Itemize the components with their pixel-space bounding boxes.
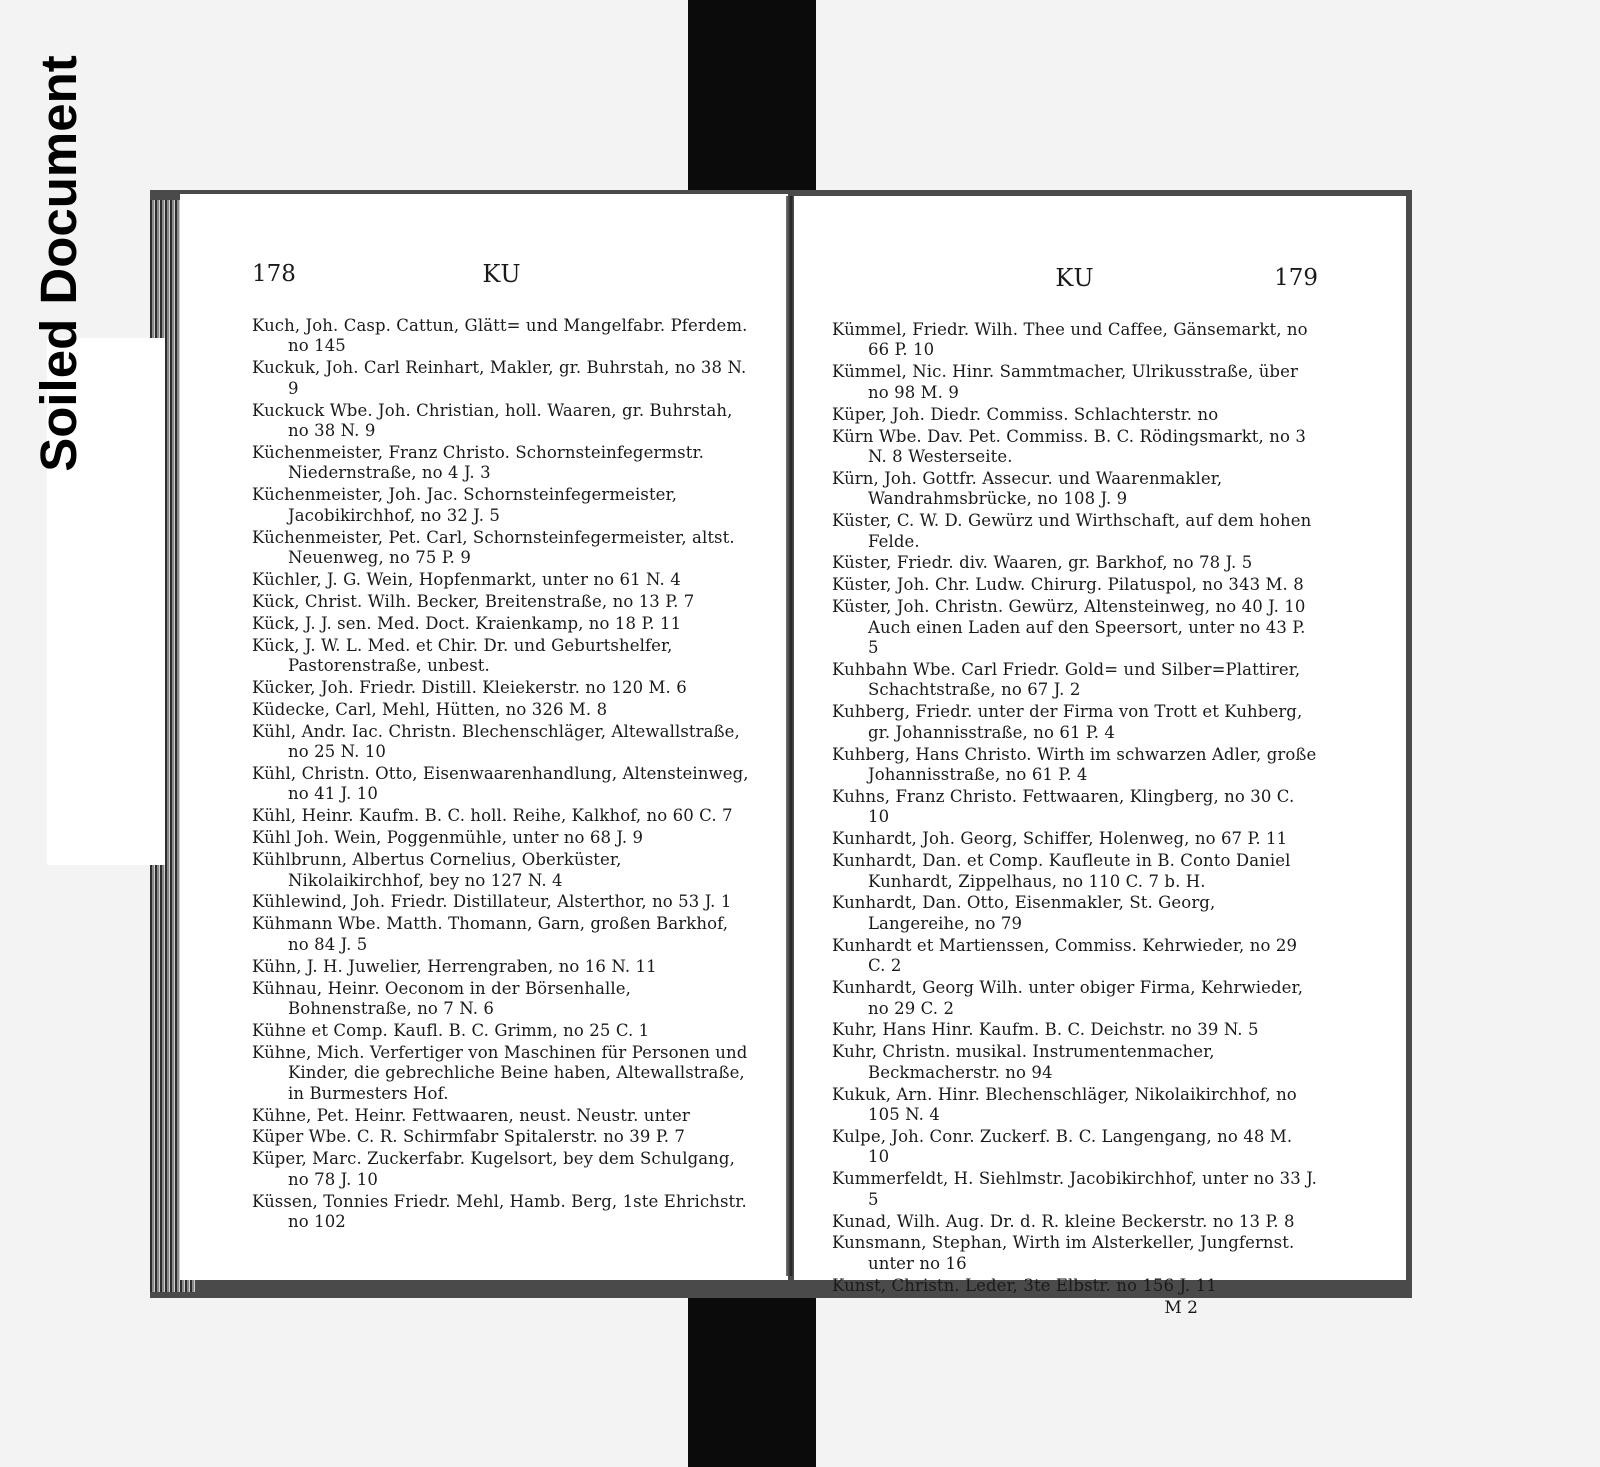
directory-entry: Kühne, Pet. Heinr. Fettwaaren, neust. Neustr. unter <box>252 1105 690 1125</box>
right-page <box>794 196 1406 1318</box>
directory-entry: Kühl Joh. Wein, Poggenmühle, unter no 68 J. 9 <box>252 828 644 848</box>
directory-entry: Küdecke, Carl, Mehl, Hütten, no 326 M. 8 <box>252 699 608 719</box>
left-page-header <box>252 260 752 316</box>
directory-entry: Küster, Friedr. div. Waaren, gr. Barkhof, no 78 J. 5 <box>832 553 1253 573</box>
directory-entry: Kuhberg, Hans Christo. Wirth im schwarzen Adler, große Johannisstraße, no 61 P. 4 <box>832 744 1317 785</box>
directory-entry: Kuckuck Wbe. Joh. Christian, holl. Waaren, gr. Buhrstah, no 38 N. 9 <box>252 400 733 441</box>
stamp-label: Soiled Document <box>30 55 87 472</box>
directory-entry: Küster, Joh. Chr. Ludw. Chirurg. Pilatuspol, no 343 M. 8 <box>832 575 1304 595</box>
directory-entry: Kühl, Andr. Iac. Christn. Blechenschläger, Altewallstraße, no 25 N. 10 <box>252 721 740 762</box>
right-page-header <box>832 264 1318 320</box>
directory-entry: Küster, Joh. Christn. Gewürz, Altensteinweg, no 40 J. 10 Auch einen Laden auf den Speersort, unter no 43 P. 5 <box>832 597 1306 658</box>
directory-entry: Küchenmeister, Franz Christo. Schornsteinfegermstr. Niedernstraße, no 4 J. 3 <box>252 442 704 483</box>
signature-mark: M 2 <box>1164 1297 1198 1318</box>
directory-list <box>252 316 752 1232</box>
directory-entry: Kunhardt, Georg Wilh. unter obiger Firma, Kehrwieder, no 29 C. 2 <box>832 978 1304 1018</box>
directory-entry: Kühl, Heinr. Kaufm. B. C. holl. Reihe, Kalkhof, no 60 C. 7 <box>252 806 733 826</box>
directory-entry: Küper Wbe. C. R. Schirmfabr Spitalerstr. no 39 P. 7 <box>252 1127 685 1147</box>
directory-entry: Kürn, Joh. Gottfr. Assecur. und Waarenmakler, Wandrahmsbrücke, no 108 J. 9 <box>832 468 1223 509</box>
directory-entry: Kühn, J. H. Juwelier, Herrengraben, no 16 N. 11 <box>252 956 657 976</box>
directory-entry: Kuch, Joh. Casp. Cattun, Glätt= und Mangelfabr. Pferdem. no 145 <box>252 316 748 356</box>
directory-entry: Küchler, J. G. Wein, Hopfenmarkt, unter no 61 N. 4 <box>252 569 681 589</box>
directory-entry: Kück, J. J. sen. Med. Doct. Kraienkamp, no 18 P. 11 <box>252 613 682 633</box>
directory-entry: Kühmann Wbe. Matth. Thomann, Garn, großen Barkhof, no 84 J. 5 <box>252 914 729 954</box>
directory-entry: Kümmel, Nic. Hinr. Sammtmacher, Ulrikusstraße, über no 98 M. 9 <box>832 362 1298 402</box>
directory-entry: Kürn Wbe. Dav. Pet. Commiss. B. C. Rödingsmarkt, no 3 N. 8 Westerseite. <box>832 426 1306 466</box>
directory-entry: Kuckuk, Joh. Carl Reinhart, Makler, gr. Buhrstah, no 38 N. 9 <box>252 358 747 398</box>
directory-entry: Kunst, Christn. Leder, 3te Elbstr. no 156 J. 11 <box>832 1275 1217 1295</box>
directory-entry: Kunhardt, Joh. Georg, Schiffer, Holenweg, no 67 P. 11 <box>832 829 1288 849</box>
directory-entry: Kuhns, Franz Christo. Fettwaaren, Klingberg, no 30 C. 10 <box>832 786 1295 827</box>
directory-entry: Kulpe, Joh. Conr. Zuckerf. B. C. Langengang, no 48 M. 10 <box>832 1126 1293 1167</box>
section-heading: KU <box>1055 264 1095 292</box>
left-page <box>180 194 788 1280</box>
directory-entry: Kunhardt, Dan. Otto, Eisenmakler, St. Georg, Langereihe, no 79 <box>832 893 1216 933</box>
directory-entry: Kühlewind, Joh. Friedr. Distillateur, Alsterthor, no 53 J. 1 <box>252 892 732 912</box>
directory-entry: Küper, Joh. Diedr. Commiss. Schlachterstr. no <box>832 404 1219 424</box>
page-number: 178 <box>252 261 296 287</box>
directory-entry: Kunad, Wilh. Aug. Dr. d. R. kleine Beckerstr. no 13 P. 8 <box>832 1211 1295 1231</box>
directory-entry: Kümmel, Friedr. Wilh. Thee und Caffee, Gänsemarkt, no 66 P. 10 <box>832 320 1308 360</box>
section-heading: KU <box>482 260 522 288</box>
directory-entry: Küchenmeister, Joh. Jac. Schornsteinfegermeister, Jacobikirchhof, no 32 J. 5 <box>252 485 678 525</box>
directory-entry: Kunsmann, Stephan, Wirth im Alsterkeller, Jungfernst. unter no 16 <box>832 1233 1295 1273</box>
directory-entry: Kühl, Christn. Otto, Eisenwaarenhandlung, Altensteinweg, no 41 J. 10 <box>252 764 749 804</box>
directory-entry: Kuhr, Christn. musikal. Instrumentenmacher, Beckmacherstr. no 94 <box>832 1042 1215 1082</box>
directory-entry: Küchenmeister, Pet. Carl, Schornsteinfegermeister, altst. Neuenweg, no 75 P. 9 <box>252 527 735 567</box>
directory-entry: Kühne, Mich. Verfertiger von Maschinen für Personen und Kinder, die gebrechliche Beine haben, Altewallstraße, in Burmesters Hof. <box>252 1042 748 1103</box>
directory-entry: Küper, Marc. Zuckerfabr. Kugelsort, bey dem Schulgang, no 78 J. 10 <box>252 1149 735 1189</box>
directory-entry: Kummerfeldt, H. Siehlmstr. Jacobikirchhof, unter no 33 J. 5 <box>832 1169 1317 1209</box>
directory-entry: Kück, Christ. Wilh. Becker, Breitenstraße, no 13 P. 7 <box>252 591 695 611</box>
directory-entry: Kuhberg, Friedr. unter der Firma von Trott et Kuhberg, gr. Johannisstraße, no 61 P. 4 <box>832 702 1303 742</box>
directory-entry: Kukuk, Arn. Hinr. Blechenschläger, Nikolaikirchhof, no 105 N. 4 <box>832 1084 1297 1125</box>
directory-entry: Kücker, Joh. Friedr. Distill. Kleiekerstr. no 120 M. 6 <box>252 677 687 697</box>
directory-entry: Kunhardt, Dan. et Comp. Kaufleute in B. Conto Daniel Kunhardt, Zippelhaus, no 110 C. 7 b. H. <box>832 851 1291 891</box>
directory-entry: Kuhr, Hans Hinr. Kaufm. B. C. Deichstr. no 39 N. 5 <box>832 1020 1259 1040</box>
directory-entry: Kühlbrunn, Albertus Cornelius, Oberküster, Nikolaikirchhof, bey no 127 N. 4 <box>252 850 622 890</box>
directory-list <box>832 320 1318 1296</box>
page-number: 179 <box>1274 265 1318 291</box>
directory-entry: Kunhardt et Martienssen, Commiss. Kehrwieder, no 29 C. 2 <box>832 935 1298 976</box>
directory-entry: Küster, C. W. D. Gewürz und Wirthschaft, auf dem hohen Felde. <box>832 511 1312 551</box>
directory-entry: Kühnau, Heinr. Oeconom in der Börsenhalle, Bohnenstraße, no 7 N. 6 <box>252 978 631 1018</box>
directory-entry: Kuhbahn Wbe. Carl Friedr. Gold= und Silber=Plattirer, Schachtstraße, no 67 J. 2 <box>832 660 1301 700</box>
directory-entry: Küssen, Tonnies Friedr. Mehl, Hamb. Berg, 1ste Ehrichstr. no 102 <box>252 1191 747 1232</box>
directory-entry: Kück, J. W. L. Med. et Chir. Dr. und Geburtshelfer, Pastorenstraße, unbest. <box>252 635 673 675</box>
microfilm-black-strip-bottom <box>688 1270 816 1467</box>
directory-entry: Kühne et Comp. Kaufl. B. C. Grimm, no 25 C. 1 <box>252 1020 650 1040</box>
microfilm-black-strip-top <box>688 0 816 210</box>
